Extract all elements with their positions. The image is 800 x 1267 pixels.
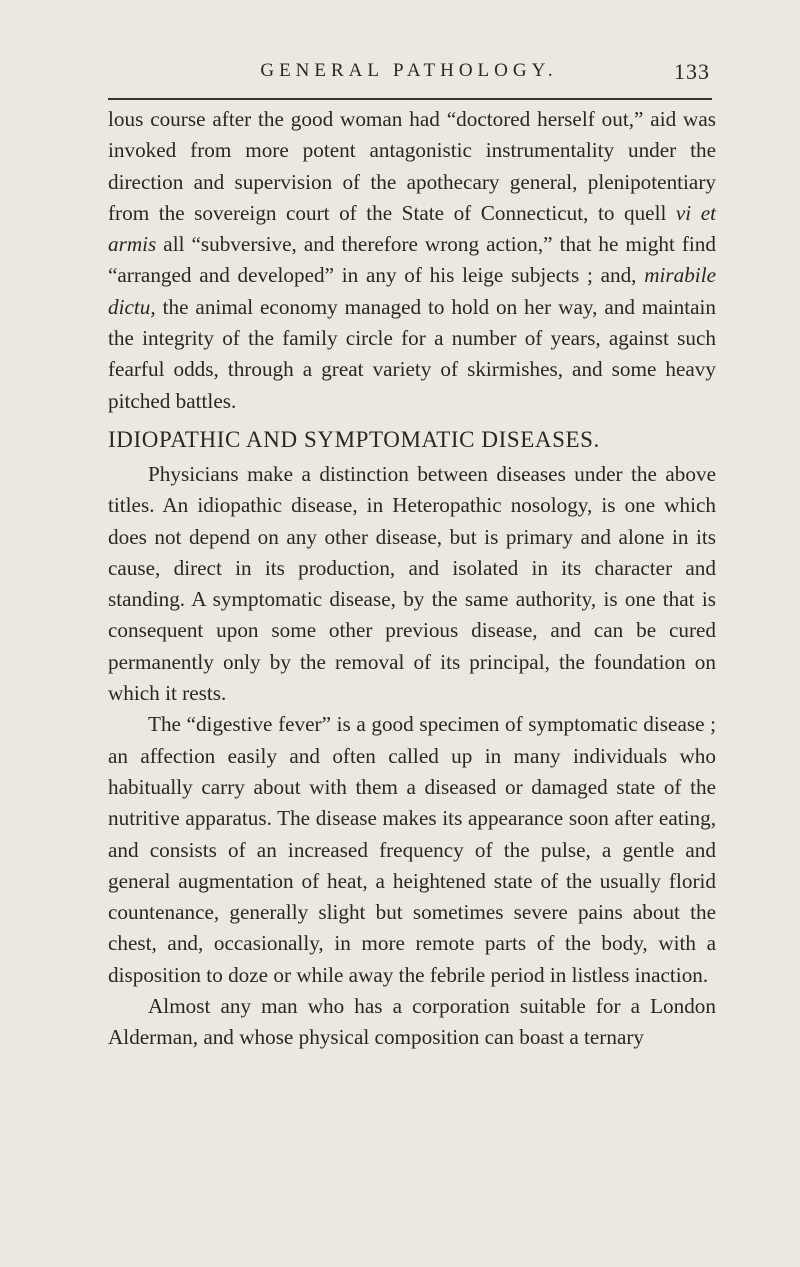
paragraph-1: [108, 104, 716, 417]
paragraph-1-italic-1: vi et armis: [108, 200, 716, 257]
header-rule: [108, 98, 712, 100]
running-head: [108, 60, 710, 90]
paragraph-1-part-2: all “subversive, and therefore wrong action,” that he might find “arranged and developed” in any of his leige subjects ; and,: [108, 232, 716, 288]
paragraph-4: Almost any man who has a corporation suitable for a London Alderman, and whose physical composition can boast a ternary: [108, 994, 716, 1050]
page-number: 133: [674, 59, 710, 84]
paragraph-3: The “digestive fever” is a good specimen of symptomatic disease ; an affection easily and often called up in many individuals who habitually carry about with them a diseased or damaged state of the nutritive apparatus. The disease makes its appearance soon after eating, and consists of an increased frequency of the pulse, a gentle and general augmentation of heat, a heightened state of the usually florid countenance, generally slight but sometimes severe pains about the chest, and, occasionally, in more remote parts of the body, with a disposition to doze or while away the febrile period in listless inaction.: [108, 712, 716, 987]
paragraph-1-part-1: lous course after the good woman had “doctored herself out,” aid was invoked from more potent antagonistic instrumentality under the direction and supervision of the apothecary general, plenipotentiary from the sovereign court of the State of Connecticut, to quell: [108, 107, 716, 225]
paragraph-2: Physicians make a distinction between diseases under the above titles. An idiopathic disease, in Heteropathic nosology, is one which does not depend on any other disease, but is primary and alone in its cause, direct in its production, and isolated in its character and standing. A symptomatic disease, by the same authority, is one that is consequent upon some other previous disease, and can be cured permanently only by the removal of its principal, the foundation on which it rests.: [108, 461, 716, 706]
section-heading: IDIOPATHIC AND SYMPTOMATIC DISEASES.: [108, 426, 600, 452]
running-title: GENERAL PATHOLOGY.: [260, 60, 558, 81]
paragraph-1-part-3: the animal economy managed to hold on her way, and maintain the integrity of the family circle for a number of years, against such fearful odds, through a great variety of skirmishes, and some heavy pitched battles.: [108, 294, 716, 413]
page-text: [108, 104, 716, 1054]
paragraph-1-italic-2: mirabile dictu,: [108, 263, 716, 319]
